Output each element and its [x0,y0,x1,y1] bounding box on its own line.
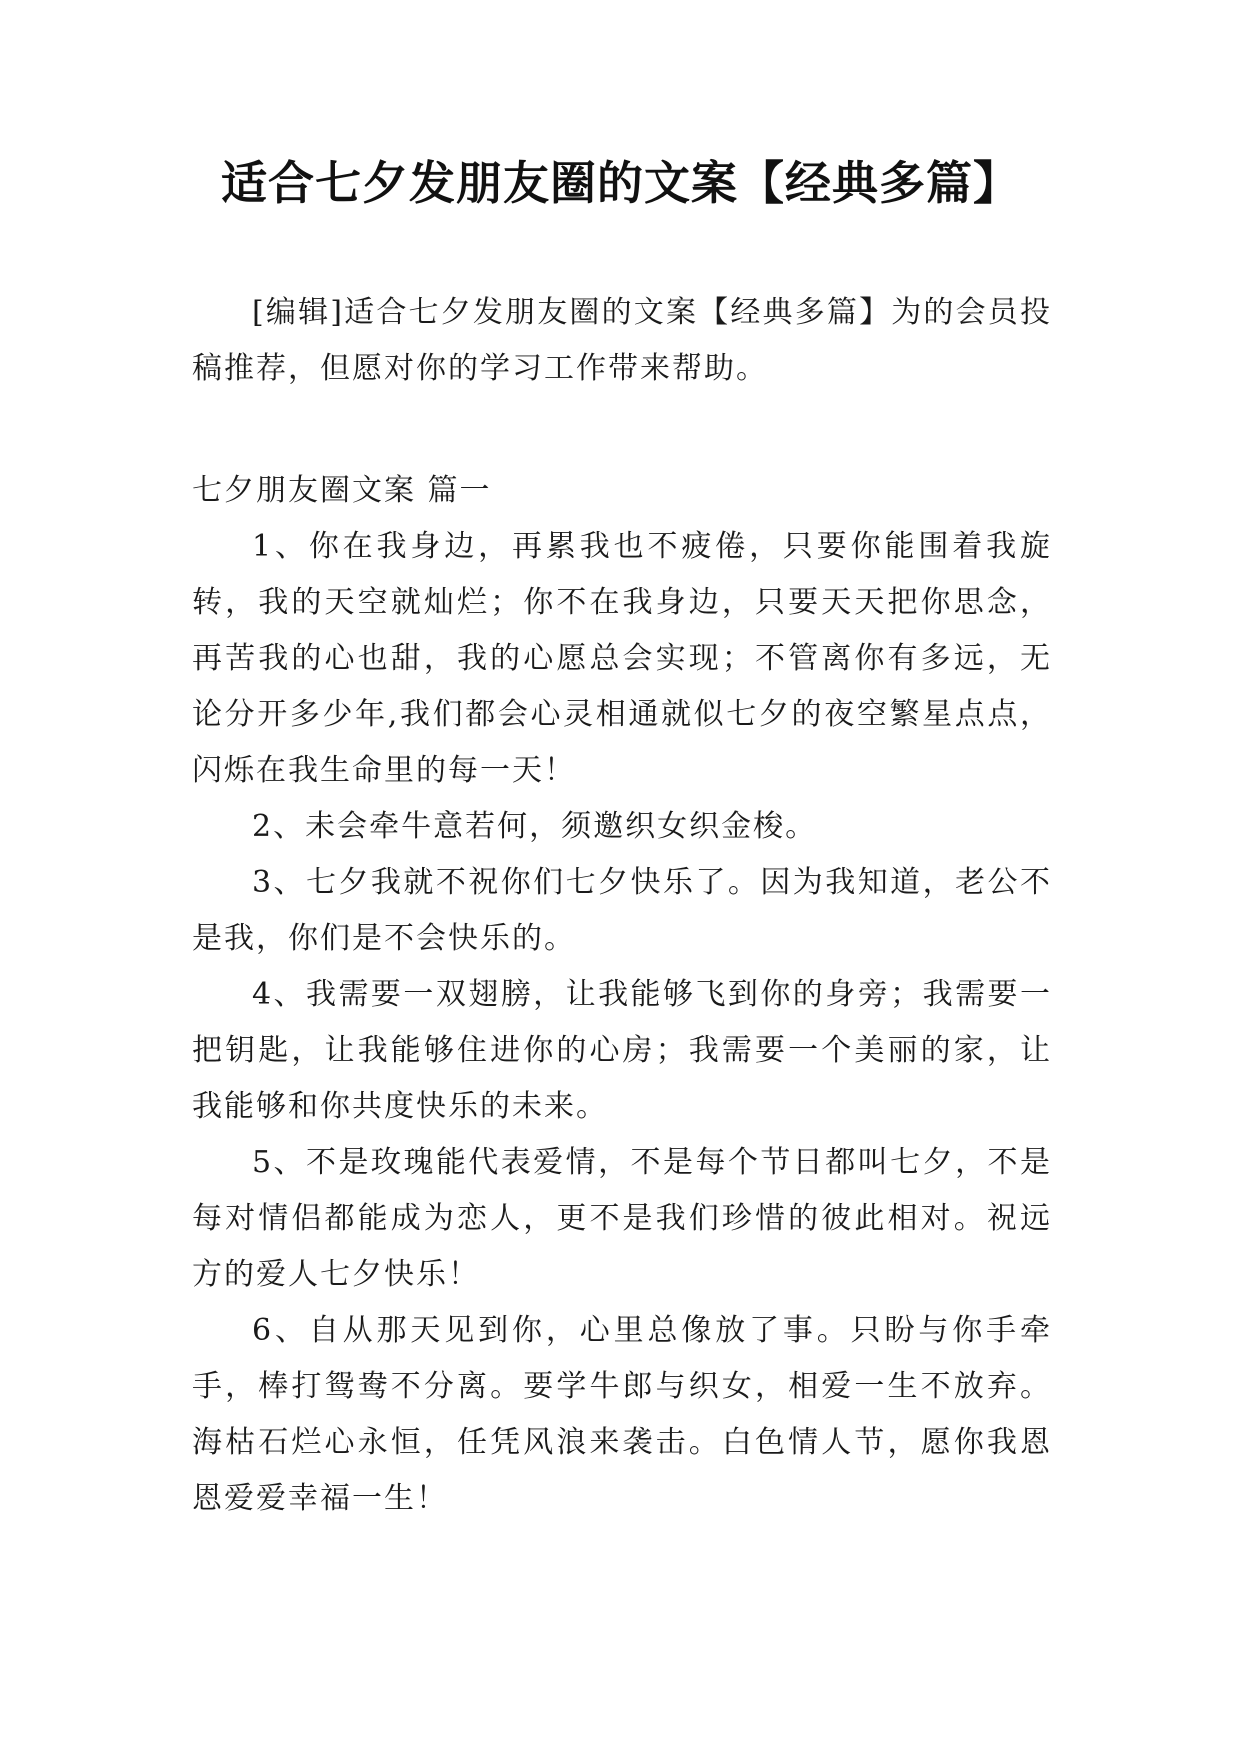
document-title: 适合七夕发朋友圈的文案【经典多篇】 [221,156,1020,210]
list-item: 3、七夕我就不祝你们七夕快乐了。因为我知道，老公不是我，你们是不会快乐的。 [192,865,1052,956]
list-item: 4、我需要一双翅膀，让我能够飞到你的身旁；我需要一把钥匙，让我能够住进你的心房；我需要一个美丽的家，让我能够和你共度快乐的未来。 [192,977,1052,1124]
item-list [192,519,1052,1527]
list-item: 1、你在我身边，再累我也不疲倦，只要你能围着我旋转，我的天空就灿烂；你不在我身边，只要天天把你思念，再苦我的心也甜，我的心愿总会实现；不管离你有多远，无论分开多少年,我们都会心灵相通就似七夕的夜空繁星点点，闪烁在我生命里的每一天！ [192,529,1052,788]
list-item: 2、未会牵牛意若何，须邀织女织金梭。 [252,809,818,844]
section-heading: 七夕朋友圈文案 篇一 [192,473,492,508]
list-item: 5、不是玫瑰能代表爱情，不是每个节日都叫七夕，不是每对情侣都能成为恋人，更不是我们珍惜的彼此相对。祝远方的爱人七夕快乐！ [192,1145,1052,1292]
list-item: 6、自从那天见到你，心里总像放了事。只盼与你手牵手，棒打鸳鸯不分离。要学牛郎与织女，相爱一生不放弃。海枯石烂心永恒，任凭风浪来袭击。白色情人节，愿你我恩恩爱爱幸福一生！ [192,1313,1052,1516]
intro-paragraph: [编辑]适合七夕发朋友圈的文案【经典多篇】为的会员投稿推荐，但愿对你的学习工作带来帮助。 [192,295,1052,386]
